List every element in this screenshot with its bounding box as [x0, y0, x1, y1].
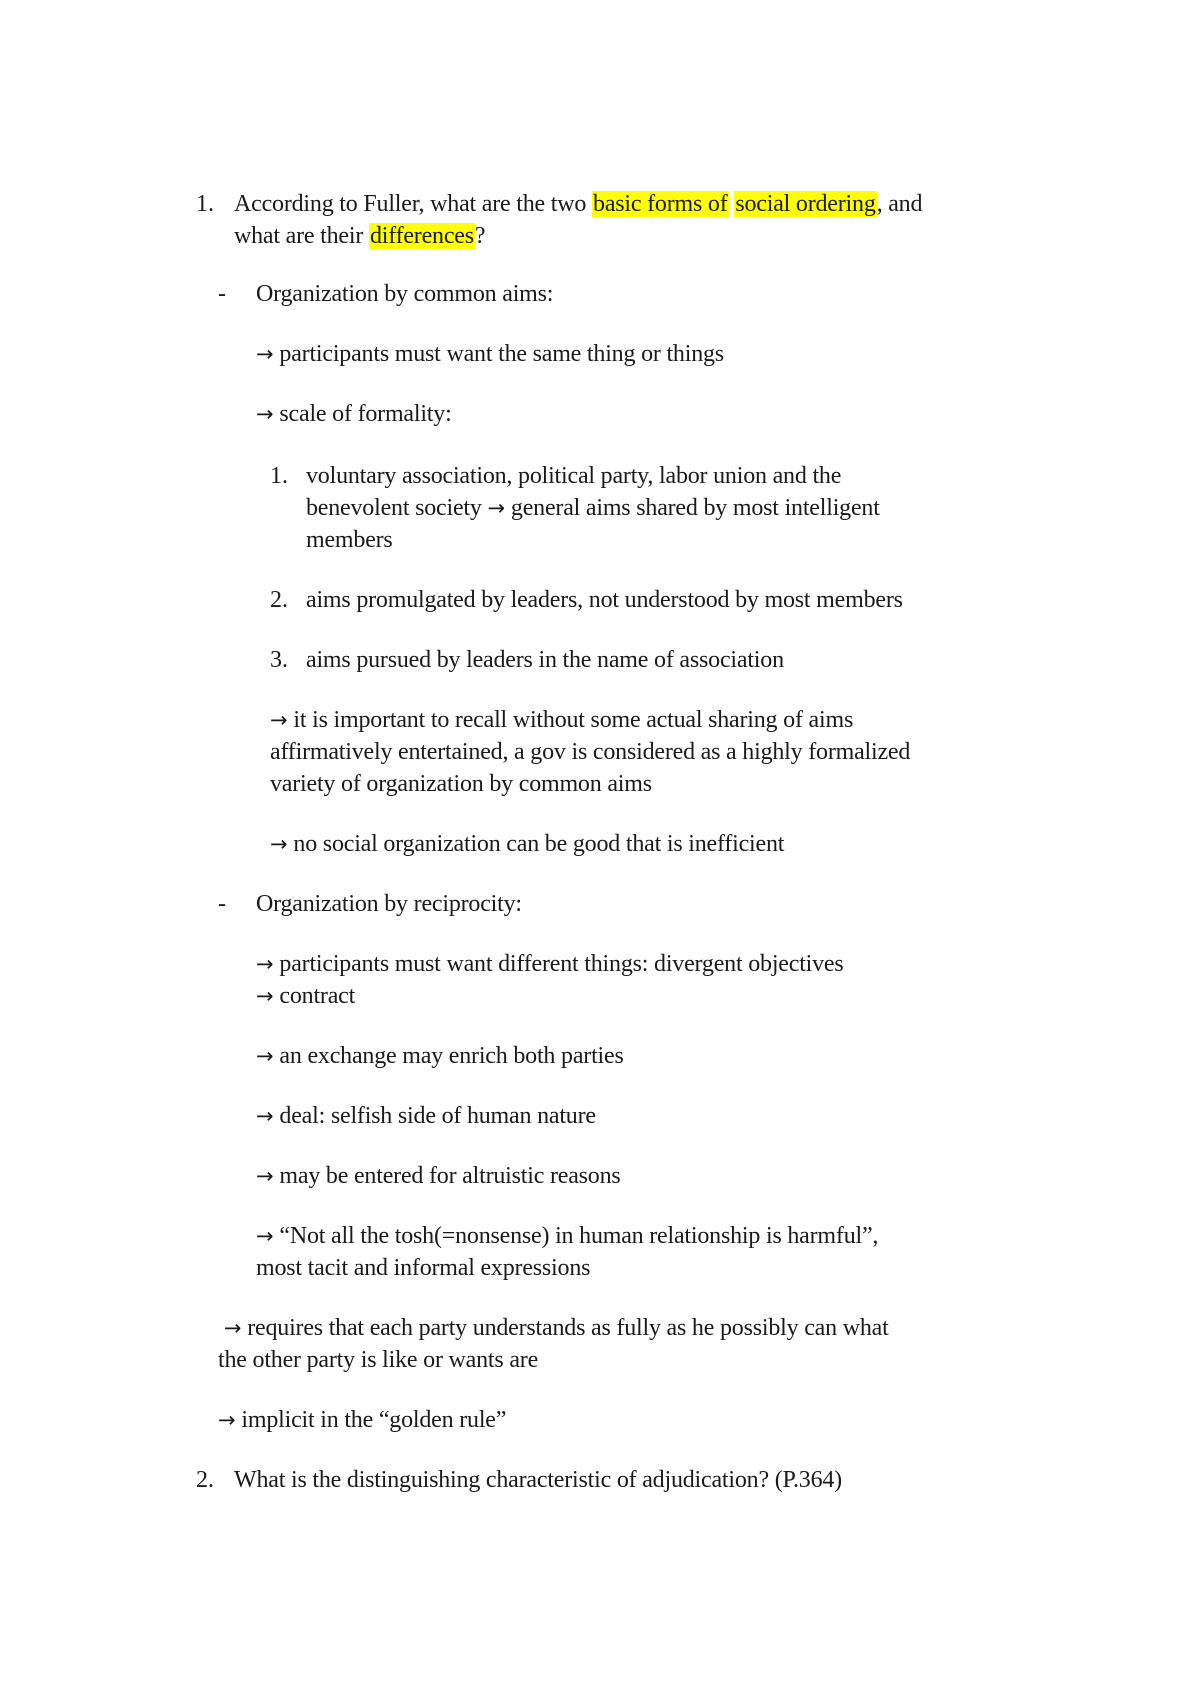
note-line: → it is important to recall without some actual sharing of aims: [270, 707, 854, 733]
note-line: → participants must want the same thing or things: [256, 341, 724, 367]
list-item-number: 3.: [270, 647, 288, 673]
note-line: → “Not all the tosh(=nonsense) in human relationship is harmful”,: [256, 1223, 879, 1249]
highlight-differences: differences: [369, 223, 474, 249]
arrow-icon: →: [256, 1164, 274, 1188]
arrow-icon: →: [270, 708, 288, 732]
note-line: → requires that each party understands as fully as he possibly can what: [223, 1315, 889, 1341]
section-heading-common-aims: Organization by common aims:: [256, 281, 554, 307]
list-item-number: 2.: [270, 587, 288, 613]
bullet-dash: -: [218, 281, 226, 307]
question-1-line-2: what are their differences?: [234, 223, 486, 249]
arrow-icon: →: [256, 1044, 274, 1068]
note-line: variety of organization by common aims: [270, 771, 652, 797]
arrow-icon: →: [256, 402, 274, 426]
list-item-line: benevolent society → general aims shared by most intelligent: [306, 495, 880, 521]
arrow-icon: →: [256, 952, 274, 976]
note-line: → implicit in the “golden rule”: [218, 1407, 507, 1433]
arrow-icon: →: [256, 1224, 274, 1248]
arrow-icon: →: [256, 984, 274, 1008]
list-item-line: members: [306, 527, 393, 553]
list-item-number: 1.: [270, 463, 288, 489]
highlight-basic-forms: basic forms of: [593, 191, 728, 217]
note-line: affirmatively entertained, a gov is considered as a highly formalized: [270, 739, 911, 765]
arrow-icon: →: [270, 832, 288, 856]
arrow-icon: →: [487, 496, 505, 520]
note-line: → may be entered for altruistic reasons: [256, 1163, 621, 1189]
question-1-number: 1.: [196, 191, 214, 217]
note-line: → scale of formality:: [256, 401, 452, 427]
note-line: → contract: [256, 983, 356, 1009]
note-line: → an exchange may enrich both parties: [256, 1043, 624, 1069]
bullet-dash: -: [218, 891, 226, 917]
arrow-icon: →: [256, 1104, 274, 1128]
list-item-line: voluntary association, political party, labor union and the: [306, 463, 842, 489]
question-2-text: What is the distinguishing characteristic of adjudication? (P.364): [234, 1467, 842, 1493]
highlight-social-ordering: social ordering: [735, 191, 876, 217]
arrow-icon: →: [218, 1408, 236, 1432]
question-1-line-1: According to Fuller, what are the two basic forms of social ordering, and: [234, 191, 923, 217]
question-2-number: 2.: [196, 1467, 214, 1493]
note-line: most tacit and informal expressions: [256, 1255, 591, 1281]
list-item-line: aims promulgated by leaders, not understood by most members: [306, 587, 903, 613]
note-line: → participants must want different things: divergent objectives: [256, 951, 844, 977]
arrow-icon: →: [256, 342, 274, 366]
arrow-icon: →: [223, 1316, 242, 1340]
note-line: the other party is like or wants are: [218, 1347, 539, 1373]
note-line: → deal: selfish side of human nature: [256, 1103, 596, 1129]
section-heading-reciprocity: Organization by reciprocity:: [256, 891, 522, 917]
list-item-line: aims pursued by leaders in the name of association: [306, 647, 784, 673]
note-line: → no social organization can be good that is inefficient: [270, 831, 785, 857]
